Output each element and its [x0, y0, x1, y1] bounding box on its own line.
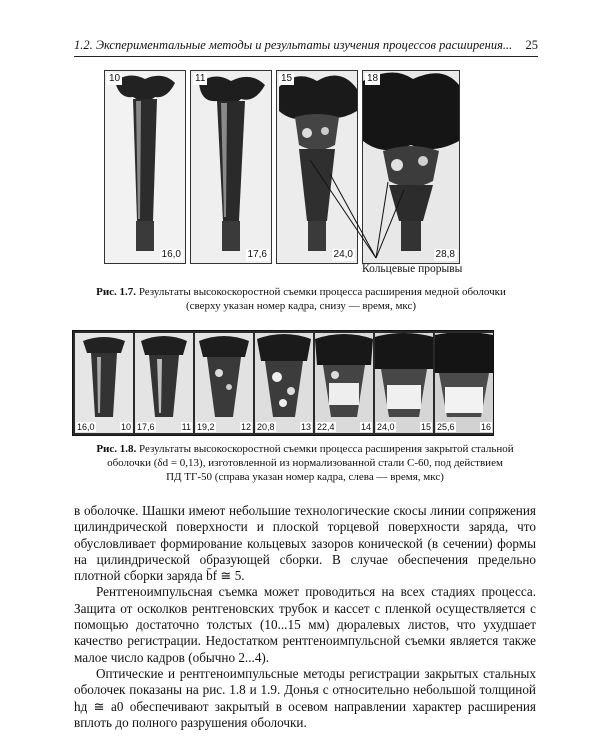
frame-time: 17,6	[137, 422, 155, 432]
frame-time: 16,0	[77, 422, 95, 432]
paragraph: Рентгеноимпульсная съемка может проводиться на всех стадиях процесса. Защита от осколков рентгеновских трубок и кассет с пленкой осуществляется с помощью достаточно толстых (10...15 мм) дюралевых листов, что ухудшает качество регистрации. Недостатком рентгеноимпульсной съемки является также малое число кадров (обычно 2...4).	[74, 584, 536, 665]
figure-1-7-caption	[96, 285, 506, 313]
caption-line-1	[74, 442, 536, 456]
fig18-frame-photo	[195, 333, 253, 433]
frame-number: 18	[367, 73, 379, 84]
caption-text: Результаты высокоскоростной съемки процесса расширения закрытой стальной	[139, 443, 514, 455]
running-title: 1.2. Экспериментальные методы и результаты изучения процессов расширения...	[74, 38, 513, 52]
frame-time: 25,6	[437, 422, 455, 432]
fig18-frame-photo	[375, 333, 433, 433]
figure-1-8-caption	[74, 442, 536, 484]
frame-number: 10	[109, 73, 121, 84]
running-header	[74, 38, 538, 57]
frame-time: 24,0	[377, 422, 395, 432]
annotation-ring-breaks: Кольцевые прорывы	[362, 263, 463, 275]
frame-number: 14	[360, 422, 371, 432]
frame-number: 13	[300, 422, 311, 432]
frame-time: 24,0	[333, 249, 353, 260]
fig18-frame-photo	[255, 333, 313, 433]
fig18-frame-photo	[435, 333, 493, 433]
frame-time: 19,2	[197, 422, 215, 432]
frame-number: 12	[240, 422, 251, 432]
caption-text: Результаты высокоскоростной съемки процесса расширения медной оболочки (сверху указан номер кадра, снизу — время, мкс)	[138, 286, 506, 312]
figure-1-8	[72, 330, 494, 436]
frame-number: 11	[181, 422, 191, 432]
figure-1-7	[104, 70, 464, 266]
paragraph: в оболочке. Шашки имеют небольшие технологические скосы линии сопряжения цилиндрической поверхности и плоской торцевой поверхности заряда, что обусловливает формирование кольцевых зазоров конической (в сечении) формы на цилиндрической образующей сборки. В случае обеспечения предельно плотной сборки заряда b̄f ≅ 5.	[74, 503, 536, 584]
frame-number: 15	[281, 73, 293, 84]
fig18-frame-photo	[315, 333, 373, 433]
fig18-frame-photo	[75, 333, 133, 433]
body-text	[74, 503, 536, 731]
frame-time: 20,8	[257, 422, 275, 432]
frame-number: 15	[420, 422, 431, 432]
frame-time: 22,4	[317, 422, 335, 432]
frame-number: 10	[120, 422, 131, 432]
caption-line-2: оболочки (δd = 0,13), изготовленной из нормализованной стали С-60, под действием	[107, 457, 503, 469]
paragraph: Оптические и рентгеноимпульсные методы регистрации закрытых стальных оболочек показаны на рис. 1.8 и 1.9. Донья с относительно небольшой толщиной hд ≅ a0 обеспечивают закрытый в осевом направлении характер расширения вплоть до полного разрушения оболочки.	[74, 665, 536, 730]
caption-line-3: ПД ТГ-50 (справа указан номер кадра, слева — время, мкс)	[166, 471, 444, 483]
frame-time: 16,0	[161, 249, 181, 260]
caption-label: Рис. 1.8.	[96, 443, 137, 455]
annotation-leader-lines	[104, 70, 464, 266]
frame-number: 16	[480, 422, 491, 432]
page-number: 25	[525, 38, 538, 52]
frame-time: 28,8	[435, 249, 455, 260]
frame-time: 17,6	[247, 249, 267, 260]
caption-label: Рис. 1.7.	[96, 286, 137, 298]
frame-number: 11	[195, 73, 206, 84]
fig18-frame-photo	[135, 333, 193, 433]
